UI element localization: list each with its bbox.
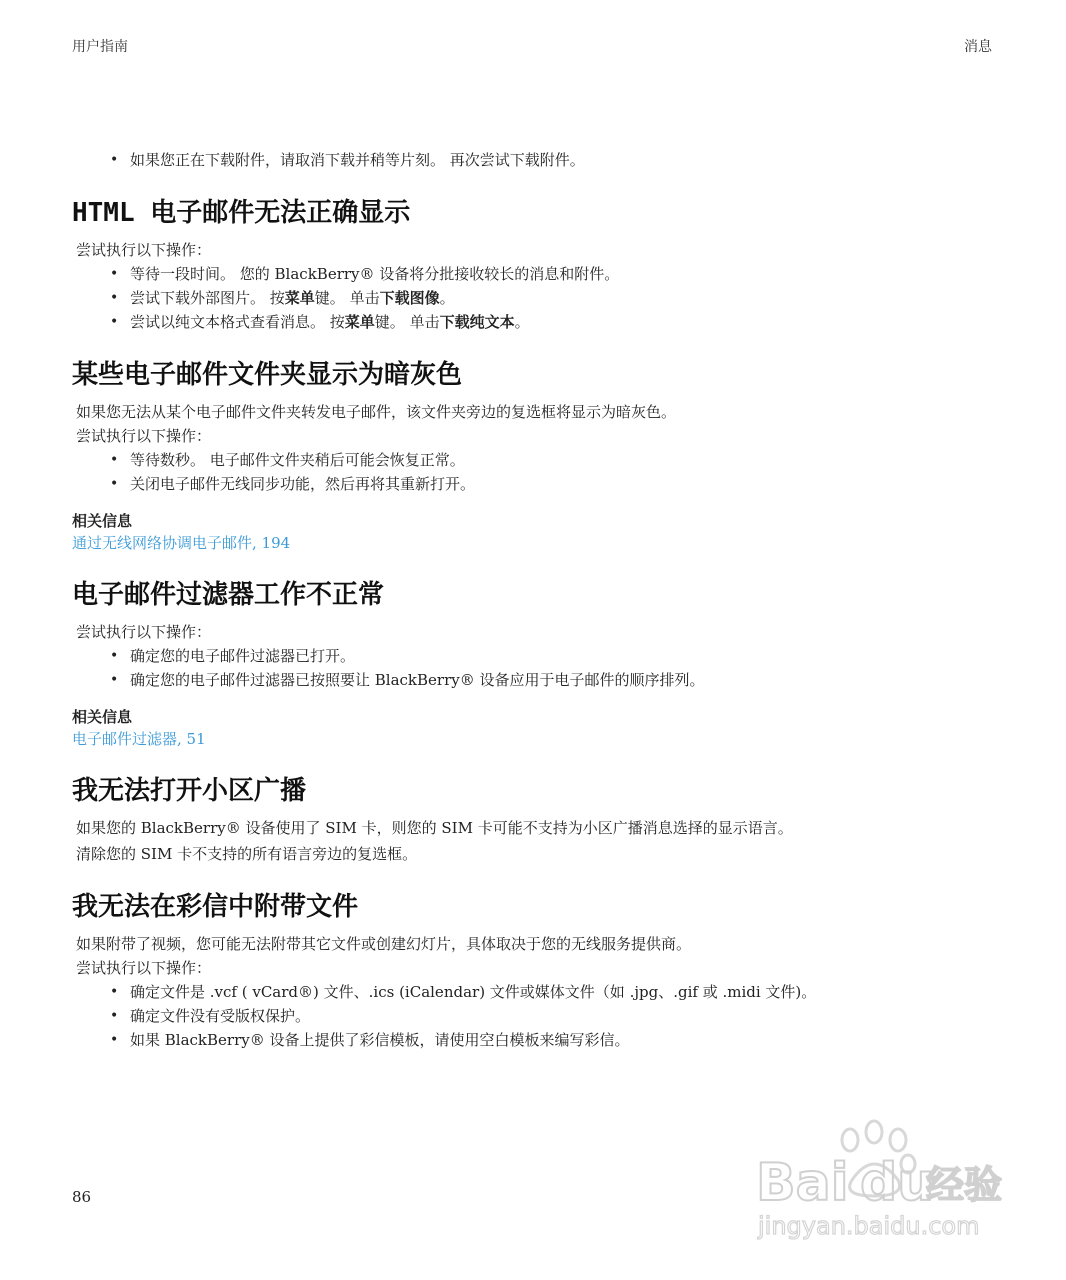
document-body bbox=[72, 148, 1002, 1052]
intro-bullet-list bbox=[72, 148, 1002, 172]
command-label: 下载图像 bbox=[379, 289, 440, 307]
section-heading: 某些电子邮件文件夹显示为暗灰色 bbox=[72, 360, 463, 390]
related-info-link[interactable]: 通过无线网络协调电子邮件, 194 bbox=[72, 534, 291, 552]
list-item: • 确定您的电子邮件过滤器已按照要让 BlackBerry® 设备应用于电子邮件的顺序排列。 bbox=[110, 668, 1002, 692]
paragraph: 如果您的 BlackBerry® 设备使用了 SIM 卡，则您的 SIM 卡可能不支持为小区广播消息选择的显示语言。 bbox=[76, 819, 793, 837]
lead-text: 尝试执行以下操作： bbox=[76, 427, 212, 445]
section-mms-attach bbox=[72, 890, 1002, 1052]
bullet-list bbox=[72, 262, 1002, 334]
paw-icon bbox=[842, 1121, 915, 1196]
section-html-email bbox=[72, 196, 1002, 334]
related-info-title: 相关信息 bbox=[72, 512, 133, 530]
bullet-list bbox=[72, 448, 1002, 496]
section-heading: 电子邮件过滤器工作不正常 bbox=[72, 580, 385, 610]
lead-text: 尝试执行以下操作： bbox=[76, 959, 212, 977]
list-item: • 关闭电子邮件无线同步功能，然后再将其重新打开。 bbox=[110, 472, 1002, 496]
bullet-list bbox=[72, 644, 1002, 692]
menu-key-label: 菜单 bbox=[344, 313, 375, 331]
related-info-title: 相关信息 bbox=[72, 708, 133, 726]
watermark-url: jingyan.baidu.com bbox=[758, 1212, 980, 1240]
paragraph: 清除您的 SIM 卡不支持的所有语言旁边的复选框。 bbox=[76, 845, 418, 863]
paragraph: 如果您无法从某个电子邮件文件夹转发电子邮件，该文件夹旁边的复选框将显示为暗灰色。 bbox=[76, 403, 677, 421]
running-header-right: 消息 bbox=[964, 39, 992, 55]
watermark-logo-letters: Bai bbox=[756, 1153, 849, 1213]
running-header-left: 用户指南 bbox=[72, 39, 128, 55]
command-label: 下载纯文本 bbox=[439, 313, 515, 331]
list-item: • 确定文件没有受版权保护。 bbox=[110, 1004, 1002, 1028]
list-item: • 等待一段时间。 您的 BlackBerry® 设备将分批接收较长的消息和附件。 bbox=[110, 262, 1002, 286]
bullet-list bbox=[72, 980, 1002, 1052]
list-item: • 确定文件是 .vcf ( vCard®) 文件、.ics (iCalendar) 文件或媒体文件（如 .jpg、.gif 或 .midi 文件)。 bbox=[110, 980, 1002, 1004]
section-heading: 我无法打开小区广播 bbox=[72, 776, 307, 806]
baidu-jingyan-watermark bbox=[748, 1118, 1006, 1244]
watermark-logo-letters: 经验 bbox=[926, 1163, 1003, 1207]
menu-key-label: 菜单 bbox=[284, 289, 315, 307]
list-item: • 如果 BlackBerry® 设备上提供了彩信模板，请使用空白模板来编写彩信。 bbox=[110, 1028, 1002, 1052]
list-item: • 确定您的电子邮件过滤器已打开。 bbox=[110, 644, 1002, 668]
list-item: • 尝试以纯文本格式查看消息。 按菜单键。 单击下载纯文本。 bbox=[110, 310, 1002, 334]
page-number: 86 bbox=[72, 1188, 92, 1206]
lead-text: 尝试执行以下操作： bbox=[76, 241, 212, 259]
list-item: • 尝试下载外部图片。 按菜单键。 单击下载图像。 bbox=[110, 286, 1002, 310]
section-folders-grey bbox=[72, 358, 1002, 554]
section-heading: HTML 电子邮件无法正确显示 bbox=[72, 198, 411, 228]
lead-text: 尝试执行以下操作： bbox=[76, 623, 212, 641]
watermark-logo-letters: du bbox=[860, 1153, 935, 1213]
list-item: • 等待数秒。 电子邮件文件夹稍后可能会恢复正常。 bbox=[110, 448, 1002, 472]
section-email-filters bbox=[72, 578, 1002, 750]
list-item: • 如果您正在下载附件，请取消下载并稍等片刻。 再次尝试下载附件。 bbox=[110, 148, 1002, 172]
related-info-link[interactable]: 电子邮件过滤器, 51 bbox=[72, 730, 206, 748]
section-heading: 我无法在彩信中附带文件 bbox=[72, 892, 359, 922]
paragraph: 如果附带了视频，您可能无法附带其它文件或创建幻灯片，具体取决于您的无线服务提供商。 bbox=[76, 935, 692, 953]
section-cell-broadcast bbox=[72, 774, 1002, 866]
